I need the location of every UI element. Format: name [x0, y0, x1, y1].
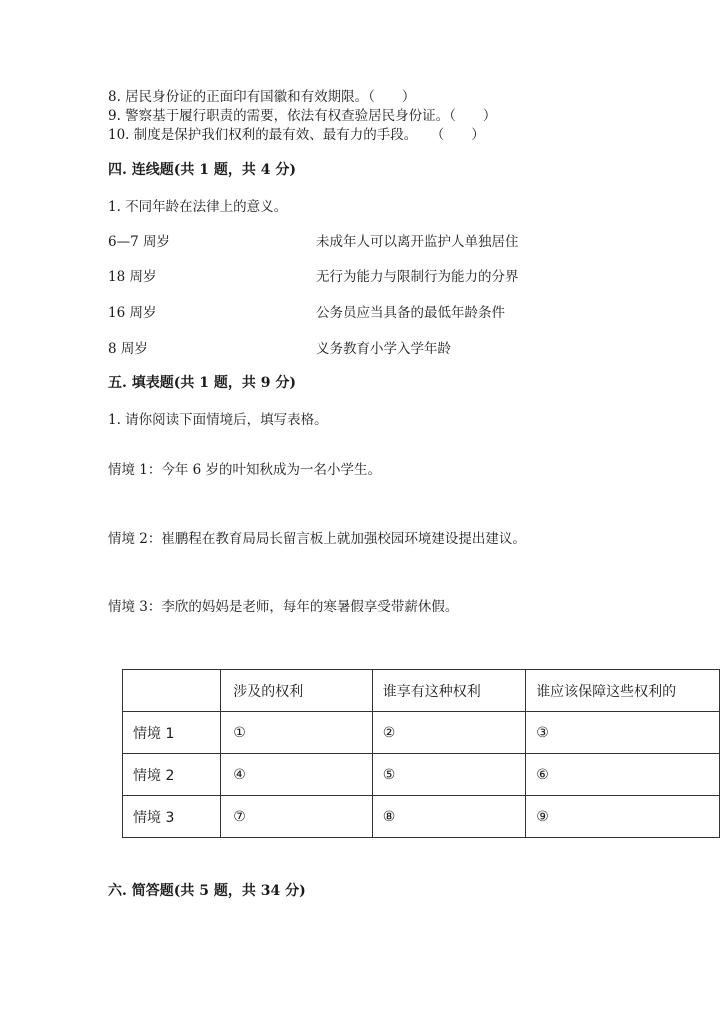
meaning-item-2: 无行为能力与限制行为能力的分界 — [316, 269, 519, 285]
scenario-1: 情境 1：今年 6 岁的叶知秋成为一名小学生。 — [108, 462, 382, 478]
answer-blank[interactable]: ⑦ — [221, 796, 372, 838]
answer-blank[interactable]: ③ — [526, 712, 720, 754]
rights-table — [122, 669, 720, 838]
answer-blank[interactable]: ② — [372, 712, 525, 754]
table-header-cell — [123, 670, 221, 712]
table-header-cell: 谁应该保障这些权利的 — [526, 670, 720, 712]
question-9: 9. 警察基于履行职责的需要，依法有权查验居民身份证。（ ） — [108, 108, 497, 124]
age-item-3: 16 周岁 — [108, 305, 157, 321]
section-5-prompt: 1. 请你阅读下面情境后，填写表格。 — [108, 412, 328, 428]
table-header-row — [123, 670, 720, 712]
answer-blank[interactable]: ⑧ — [372, 796, 525, 838]
scenario-3: 情境 3：李欣的妈妈是老师，每年的寒暑假享受带薪休假。 — [108, 599, 459, 615]
age-item-2: 18 周岁 — [108, 269, 157, 285]
answer-blank[interactable]: ⑤ — [372, 754, 525, 796]
answer-blank[interactable]: ⑥ — [526, 754, 720, 796]
section-6-heading: 六. 简答题(共 5 题，共 34 分) — [108, 883, 306, 899]
question-10: 10. 制度是保护我们权利的最有效、最有力的手段。 （ ） — [108, 127, 485, 143]
table-row-label: 情境 2 — [123, 754, 221, 796]
scenario-2: 情境 2：崔鹏程在教育局局长留言板上就加强校园环境建设提出建议。 — [108, 531, 526, 547]
table-header-cell: 谁享有这种权利 — [372, 670, 525, 712]
table-header-cell: 涉及的权利 — [221, 670, 372, 712]
answer-blank[interactable]: ① — [221, 712, 372, 754]
section-5-heading: 五. 填表题(共 1 题，共 9 分) — [108, 375, 296, 391]
age-item-4: 8 周岁 — [108, 341, 148, 357]
table-row-label: 情境 1 — [123, 712, 221, 754]
age-item-1: 6—7 周岁 — [108, 234, 170, 250]
table-row-label: 情境 3 — [123, 796, 221, 838]
section-4-heading: 四. 连线题(共 1 题，共 4 分) — [108, 162, 296, 178]
meaning-item-3: 公务员应当具备的最低年龄条件 — [316, 305, 505, 321]
section-4-prompt: 1. 不同年龄在法律上的意义。 — [108, 199, 288, 215]
table-row — [123, 796, 720, 838]
answer-blank[interactable]: ⑨ — [526, 796, 720, 838]
meaning-item-4: 义务教育小学入学年龄 — [316, 341, 451, 357]
meaning-item-1: 未成年人可以离开监护人单独居住 — [316, 234, 519, 250]
table-row — [123, 754, 720, 796]
question-8: 8. 居民身份证的正面印有国徽和有效期限。（ ） — [108, 89, 416, 105]
table-row — [123, 712, 720, 754]
answer-blank[interactable]: ④ — [221, 754, 372, 796]
